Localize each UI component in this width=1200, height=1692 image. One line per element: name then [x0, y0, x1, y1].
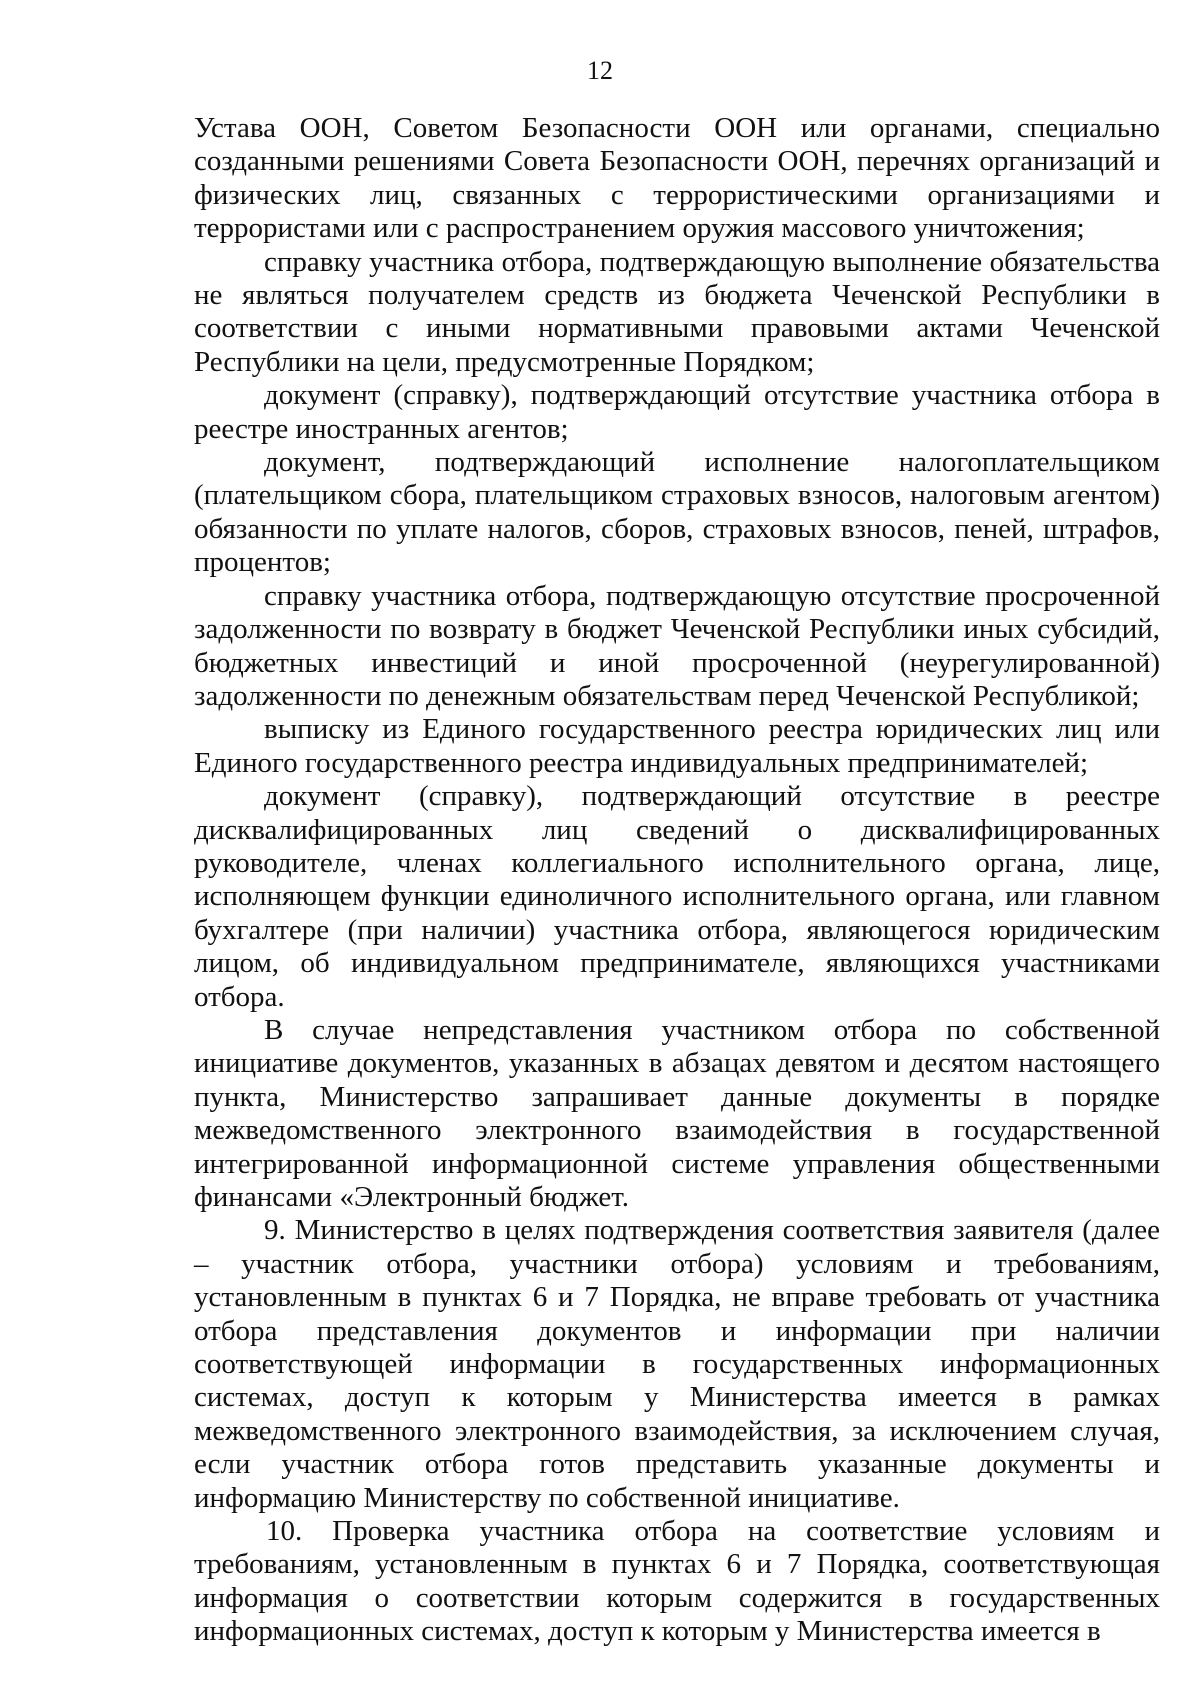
paragraph-disqualified-persons: документ (справку), подтверждающий отсутствие в реестре дисквалифицированных лиц сведений о дисквалифицированных руководителе, членах коллегиального исполнительного органа, лице, исполняющем функции единоличного исполнительного органа, или главном бухгалтере (при наличии) участника отбора, являющегося юридическим лицом, об индивидуальном предпринимателе, являющихся участниками отбора. — [194, 780, 1160, 1013]
paragraph-item-9: 9. Министерство в целях подтверждения соответствия заявителя (далее – участник отбора, участники отбора) условиям и требованиям, установленным в пунктах 6 и 7 Порядка, не вправе требовать от участника отбора представления документов и информации при наличии соответствующей информации в государственных информационных системах, доступ к которым у Министерства имеется в рамках межведомственного электронного взаимодействия, за исключением случая, если участник отбора готов представить указанные документы и информацию Министерству по собственной инициативе. — [194, 1214, 1160, 1514]
paragraph-registry-extract: выписку из Единого государственного реестра юридических лиц или Единого государственного реестра индивидуальных предпринимателей; — [194, 713, 1160, 779]
paragraph-un-lists: Устава ООН, Советом Безопасности ООН или органами, специально созданными решениями Совета Безопасности ООН, перечнях организаций и физических лиц, связанных с террористическими организациями и террористами или с распространением оружия массового уничтожения; — [194, 112, 1160, 245]
paragraph-non-submission: В случае непредставления участником отбора по собственной инициативе документов, указанных в абзацах девятом и десятом настоящего пункта, Министерство запрашивает данные документы в порядке межведомственного электронного взаимодействия в государственной интегрированной информационной системе управления общественными финансами «Электронный бюджет. — [194, 1013, 1160, 1213]
paragraph-budget-certificate: справку участника отбора, подтверждающую выполнение обязательства не являться получателем средств из бюджета Чеченской Республики в соответствии с иными нормативными правовыми актами Чеченской Республики на цели, предусмотренные Порядком; — [194, 245, 1160, 378]
page-number: 12 — [587, 56, 613, 85]
paragraph-foreign-agents: документ (справку), подтверждающий отсутствие участника отбора в реестре иностранных агентов; — [194, 379, 1160, 445]
paragraph-tax-obligations: документ, подтверждающий исполнение налогоплательщиком (плательщиком сбора, плательщиком страховых взносов, налоговым агентом) обязанности по уплате налогов, сборов, страховых взносов, пеней, штрафов, процентов; — [194, 446, 1160, 579]
document-body — [194, 112, 1160, 1649]
paragraph-overdue-debt: справку участника отбора, подтверждающую отсутствие просроченной задолженности по возврату в бюджет Чеченской Республики иных субсидий, бюджетных инвестиций и иной просроченной (неурегулированной) задолженности по денежным обязательствам перед Чеченской Республикой; — [194, 579, 1160, 712]
paragraph-item-10: 10. Проверка участника отбора на соответствие условиям и требованиям, установленным в пунктах 6 и 7 Порядка, соответствующая информация о соответствии которым содержится в государственных информационных системах, доступ к которым у Министерства имеется в — [194, 1515, 1160, 1648]
